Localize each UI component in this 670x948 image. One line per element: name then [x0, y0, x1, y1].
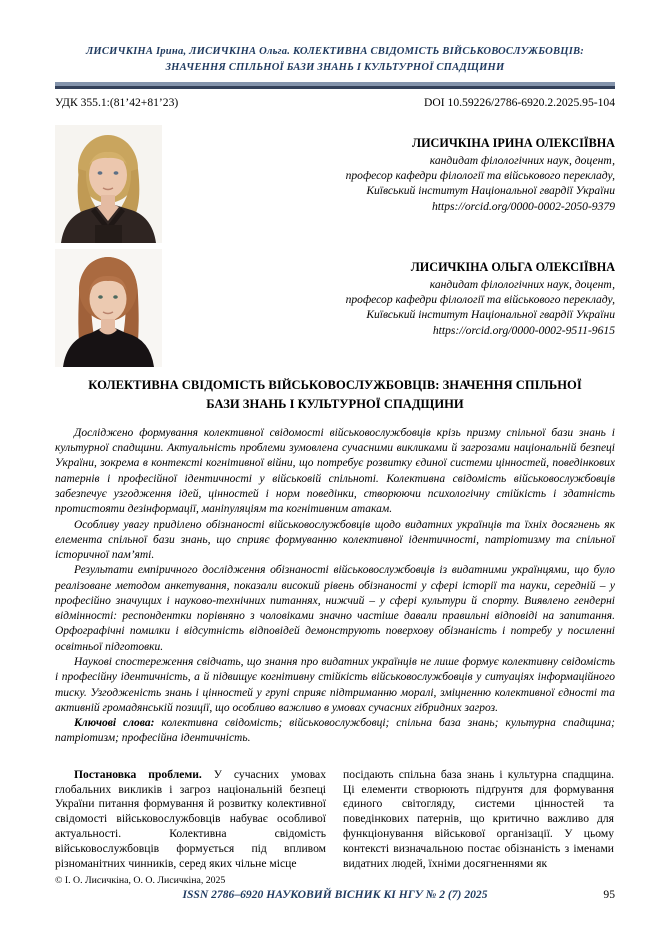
article-title-line2: БАЗИ ЗНАНЬ І КУЛЬТУРНОЇ СПАДЩИНИ — [206, 397, 464, 412]
orcid-link[interactable]: https://orcid.org/0000-0002-9511-9615 — [432, 323, 615, 337]
abstract-paragraph: Особливу увагу приділено обізнаності військовослужбовців щодо видатних українців та їхніх досягнень як елемента спільної бази знань, що сприяє формуванню колективної ідентичності, патріотизму та спільної історичної пам’яті. — [55, 518, 615, 562]
author-degree: кандидат філологічних наук, доцент, — [429, 153, 615, 167]
author-photo-olga — [55, 249, 162, 367]
keywords-label: Ключові слова: — [74, 717, 155, 730]
body-column-left — [55, 768, 326, 872]
keywords-paragraph — [55, 716, 615, 747]
doi-code: DOI 10.59226/2786-6920.2.2025.95-104 — [424, 95, 615, 109]
running-head-line1: ЛИСИЧКІНА Ірина, ЛИСИЧКІНА Ольга. КОЛЕКТИВНА СВІДОМІСТЬ ВІЙСЬКОВОСЛУЖБОВЦІВ: — [85, 46, 585, 57]
article-title-line1: КОЛЕКТИВНА СВІДОМІСТЬ ВІЙСЬКОВОСЛУЖБОВЦІВ: ЗНАЧЕННЯ СПІЛЬНОЇ — [88, 377, 582, 392]
author-name: ЛИСИЧКІНА ІРИНА ОЛЕКСІЇВНА — [411, 135, 615, 150]
keywords-text: колективна свідомість; військовослужбовці; спільна база знань; культурна спадщина; патріотизм; професійна ідентичність. — [55, 717, 615, 745]
running-head — [55, 44, 615, 76]
author-photo-irina — [55, 125, 162, 243]
page-number: 95 — [603, 888, 615, 901]
article-title — [55, 376, 615, 415]
copyright-notice: © І. О. Лисичкіна, О. О. Лисичкіна, 2025 — [55, 874, 226, 886]
divider-bottom-band — [55, 86, 615, 89]
author-affiliation: Київський інститут Національної гвардії України — [366, 308, 615, 322]
body-column-right — [343, 768, 614, 872]
abstract — [55, 426, 615, 747]
author-block-2 — [55, 249, 615, 367]
body-text-left: У сучасних умовах глобальних викликів і загроз національній безпеці України питання формування й розвитку колективної свідомості військовослужбовців набуває особливої актуальності. Колективна свідомість військовослужбовців формується під впливом різноманітних чинників, серед яких чільне місце — [55, 767, 326, 870]
author-info-1 — [174, 125, 615, 243]
author-info-2 — [174, 249, 615, 367]
portrait-woman-auburn-long-hair-black-top — [55, 249, 162, 367]
orcid-link[interactable]: https://orcid.org/0000-0002-2050-9379 — [431, 199, 615, 213]
udk-code: УДК 355.1:(81’42+81’23) — [55, 95, 179, 109]
header-divider — [55, 82, 615, 89]
author-position: професор кафедри філології та військового перекладу, — [345, 169, 615, 183]
author-affiliation: Київський інститут Національної гвардії України — [366, 184, 615, 198]
abstract-paragraph: Досліджено формування колективної свідомості військовослужбовців крізь призму спільної бази знань і культурної спадщини. Актуальність проблеми зумовлена сучасними викликами й загрозами національній безпеці України, зокрема в контексті когнітивної війни, що потребує розвитку єдиної системи цінностей, поведінкових патернів і професійної ідентичності у військовій спільноті. Колективна свідомість військовослужбовців забезпечує узгодження ідей, цінностей і норм поведінки, створюючи психологічну стійкість і здатність протистояти дезінформації, маніпуляціям та когнітивним атакам. — [55, 426, 615, 516]
body-paragraph: посідають спільна база знань і культурна спадщина. Ці елементи створюють підґрунтя для формування єдиного світогляду, системи цінностей та поведінкових патернів, що критично важливо для функціонування військової організації. У цьому контексті визначальною постає обізнаність з іменами видатних людей, їхніми досягненнями як — [343, 767, 614, 870]
abstract-paragraph: Результати емпіричного дослідження обізнаності військовослужбовців із видатними українцями, що було реалізоване методом анкетування, показали високий рівень обізнаності у сфері історії та науки, середній – у професійно значущих і науково-технічних питаннях, нижчий – у сфері культури й спорту. Виявлено гендерні відмінності: респондентки порівняно з чоловіками значно частіше давали правильні відповіді на запитання. Орфографічні помилки і відсутність відповідей демонструють поверхову обізнаність і потребу у посиленні освітньої підготовки. — [55, 564, 615, 653]
footer-issn-journal: ISSN 2786–6920 НАУКОВИЙ ВІСНИК КІ НГУ № 2 (7) 2025 — [182, 888, 488, 901]
udk-doi-row — [55, 96, 615, 109]
body-two-columns — [55, 768, 615, 872]
author-degree: кандидат філологічних наук, доцент, — [429, 277, 615, 291]
page-footer — [55, 888, 615, 901]
author-name: ЛИСИЧКІНА ОЛЬГА ОЛЕКСІЇВНА — [410, 259, 615, 274]
running-head-line2: ЗНАЧЕННЯ СПІЛЬНОЇ БАЗИ ЗНАНЬ І КУЛЬТУРНОЇ СПАДЩИНИ — [165, 61, 505, 73]
abstract-paragraph: Наукові спостереження свідчать, що знання про видатних українців не лише формує колективну свідомість і професійну ідентичність, а й підвищує когнітивну стійкість військовослужбовців у ситуаціях інформаційного тиску. Узгодженість знань і цінностей у групі сприяє підтриманню моралі, зміцненню колективної єдності та активній громадянській позиції, що особливо важливо в умовах сучасних гібридних загроз. — [55, 656, 615, 714]
author-position: професор кафедри філології та військового перекладу, — [345, 293, 615, 307]
author-block-1 — [55, 125, 615, 243]
section-lead-in: Постановка проблеми. — [74, 767, 202, 781]
body-paragraph — [55, 768, 326, 872]
portrait-woman-blonde-hair-dark-jacket — [55, 125, 162, 243]
